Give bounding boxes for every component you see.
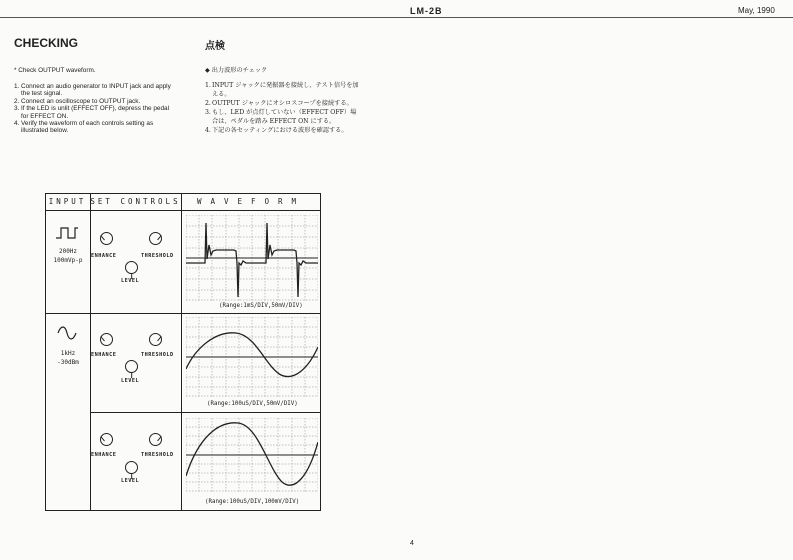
row1-threshold-label: THRESHOLD — [141, 253, 174, 259]
row1-input-freq: 200Hz — [58, 248, 78, 255]
step-ja-1: 1. INPUT ジャックに発振器を接続し、テスト信号を加える。 — [205, 82, 359, 98]
section-title-en: CHECKING — [14, 36, 79, 50]
row3-enhance-knob-icon — [100, 433, 113, 446]
steps-ja — [205, 81, 360, 135]
row1-enhance-label: ENHANCE — [91, 253, 117, 259]
waveform-table — [45, 193, 321, 511]
intro-en: * Check OUTPUT waveform. — [14, 67, 96, 74]
row1-threshold-knob-icon — [149, 232, 162, 245]
header-model: LM-2B — [410, 6, 443, 16]
intro-ja: ◆ 出力波形のチェック — [205, 67, 268, 74]
table-row-rule-2 — [90, 412, 321, 413]
row2-threshold-label: THRESHOLD — [141, 352, 174, 358]
row1-level-label: LEVEL — [121, 278, 140, 284]
step-en-3: 3. If the LED is unlit (EFFECT OFF), depress the pedal for EFFECT ON. — [14, 105, 169, 120]
step-en-1: 1. Connect an audio generator to INPUT jack and apply the test signal. — [14, 83, 171, 98]
row2-level-label: LEVEL — [121, 378, 140, 384]
row1-scope-graticule — [186, 215, 318, 301]
sine-wave-icon — [57, 326, 77, 340]
table-col-rule-2 — [181, 193, 182, 511]
row3-threshold-label: THRESHOLD — [141, 452, 174, 458]
row2-range: (Range:100uS/DIV,50mV/DIV) — [207, 401, 298, 407]
table-border-right — [320, 193, 321, 511]
row1-enhance-knob-icon — [100, 232, 113, 245]
section-title-ja: 点検 — [205, 41, 225, 52]
row3-threshold-knob-icon — [149, 433, 162, 446]
table-border-bottom — [45, 510, 321, 511]
step-ja-4: 4. 下記の各セッティングにおける波形を確認する。 — [205, 127, 348, 134]
row2-input-freq: 1kHz — [60, 350, 76, 357]
row2-input-level: -30dBm — [57, 359, 79, 366]
step-en-2: 2. Connect an oscilloscope to OUTPUT jack. — [14, 97, 141, 105]
row3-level-knob-icon — [125, 461, 138, 474]
row3-scope-graticule — [186, 418, 318, 492]
row2-level-knob-icon — [125, 360, 138, 373]
row1-level-knob-icon — [125, 261, 138, 274]
row2-scope-graticule — [186, 317, 318, 397]
page-number: 4 — [410, 540, 414, 547]
step-en-4: 4. Verify the waveform of each controls setting as illustrated below. — [14, 120, 154, 135]
header-set-controls: SET CONTROLS — [90, 197, 181, 206]
row1-input-level: 100mVp-p — [53, 257, 83, 264]
row3-range: (Range:100uS/DIV,100mV/DIV) — [205, 499, 300, 505]
table-row-rule-1 — [45, 313, 321, 314]
square-wave-icon — [55, 226, 79, 240]
table-border-left — [45, 193, 46, 511]
header-date: May, 1990 — [738, 6, 775, 15]
row3-enhance-label: ENHANCE — [91, 452, 117, 458]
row2-enhance-knob-icon — [100, 333, 113, 346]
table-header-rule — [45, 210, 321, 211]
header-waveform: WAVEFORM — [196, 197, 306, 206]
row3-level-label: LEVEL — [121, 478, 140, 484]
steps-en — [14, 83, 174, 135]
step-ja-3: 3. もし、LED が点灯していない（EFFECT OFF）場合は、ペダルを踏み EFFECT ON にする。 — [205, 109, 357, 125]
step-ja-2: 2. OUTPUT ジャックにオシロスコープを接続する。 — [205, 100, 353, 107]
header-input: INPUT — [48, 197, 87, 206]
row2-enhance-label: ENHANCE — [91, 352, 117, 358]
row1-range: (Range:1mS/DIV,50mV/DIV) — [219, 303, 303, 309]
row2-threshold-knob-icon — [149, 333, 162, 346]
header-rule — [0, 17, 793, 18]
